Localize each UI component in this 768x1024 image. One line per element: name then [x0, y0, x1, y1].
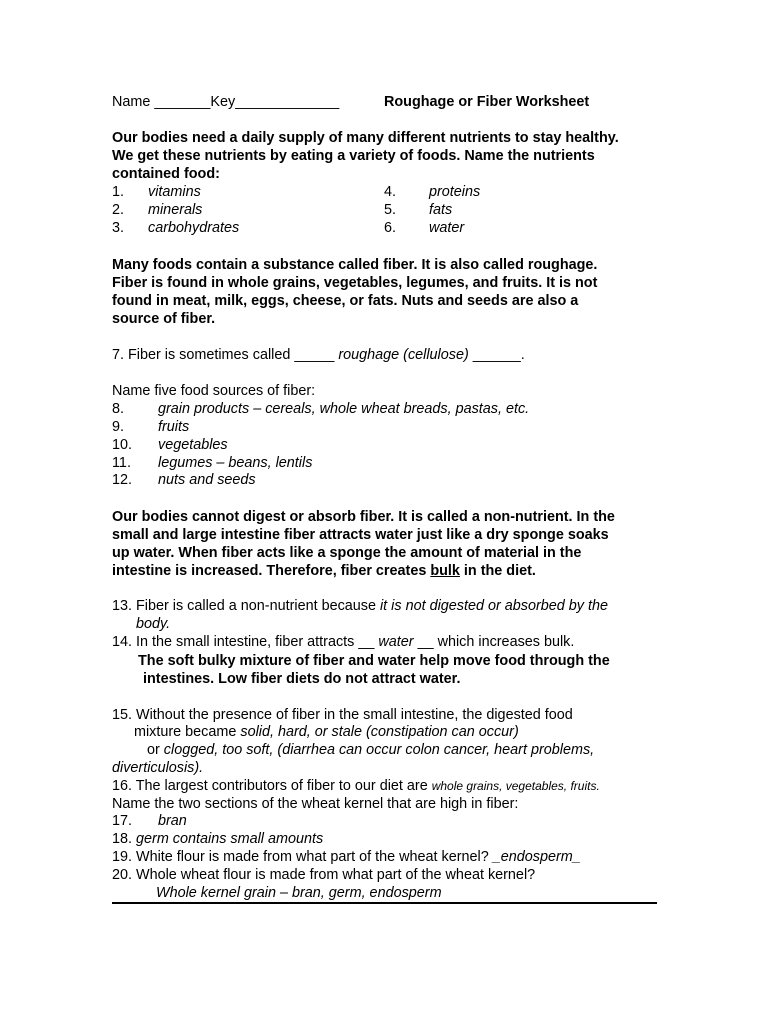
digest-para-line-3: up water. When fiber acts like a sponge the amount of material in the	[112, 545, 582, 561]
nutrient-answer: proteins	[429, 184, 481, 200]
question-7-prefix: 7. Fiber is sometimes called _____	[112, 347, 339, 363]
question-13-answer: it is not digested or absorbed by the	[379, 598, 608, 614]
nutrient-num: 6.	[384, 220, 397, 236]
source-num: 9.	[112, 419, 125, 435]
nutrient-answer: fats	[429, 202, 453, 218]
fiber-para-line-2: Fiber is found in whole grains, vegetables, legumes, and fruits. It is not	[112, 275, 598, 291]
source-num: 10.	[112, 437, 133, 453]
source-answer: vegetables	[158, 437, 228, 453]
question-7-suffix: ______.	[468, 347, 525, 363]
question-15-prefix: mixture became	[134, 724, 241, 740]
digest-para-line-4	[112, 562, 536, 580]
question-19-prefix: 19. White flour is made from what part of the wheat kernel?	[112, 849, 493, 865]
question-16-answer: whole grains, vegetables, fruits.	[431, 779, 600, 793]
question-13	[112, 597, 608, 615]
question-14	[112, 633, 574, 651]
question-13-prefix: 13. Fiber is called a non-nutrient because	[112, 598, 380, 614]
question-15-answer-2: clogged, too soft, (diarrhea can occur colon cancer, heart problems,	[163, 742, 595, 758]
question-7	[112, 346, 525, 364]
worksheet-title: Roughage or Fiber Worksheet	[384, 94, 590, 110]
question-17-num: 17.	[112, 813, 133, 829]
question-15-answer-3: diverticulosis).	[112, 760, 204, 776]
digest-para-line-1: Our bodies cannot digest or absorb fiber. It is called a non-nutrient. In the	[112, 509, 615, 525]
question-13-answer-cont: body.	[136, 616, 171, 632]
question-14-suffix: __ which increases bulk.	[413, 634, 575, 650]
question-17-answer: bran	[158, 813, 187, 829]
question-18-answer: germ contains small amounts	[136, 831, 324, 847]
nutrient-answer: carbohydrates	[148, 220, 240, 236]
intro-line-1: Our bodies need a daily supply of many different nutrients to stay healthy.	[112, 130, 619, 146]
source-answer: grain products – cereals, whole wheat breads, pastas, etc.	[158, 401, 530, 417]
nutrient-num: 2.	[112, 202, 125, 218]
sources-heading: Name five food sources of fiber:	[112, 383, 316, 399]
question-20-answer: Whole kernel grain – bran, germ, endosperm	[156, 885, 442, 901]
digest-para-line-2: small and large intestine fiber attracts water just like a dry sponge soaks	[112, 527, 609, 543]
fiber-para-line-4: source of fiber.	[112, 311, 216, 327]
question-15-line-2	[134, 723, 519, 741]
digest-para-text: intestine is increased. Therefore, fiber creates	[112, 563, 431, 579]
nutrient-answer: water	[429, 220, 465, 236]
question-16-prefix: 16. The largest contributors of fiber to our diet are	[112, 778, 432, 794]
question-7-answer: roughage (cellulose)	[338, 347, 469, 363]
nutrient-num: 1.	[112, 184, 125, 200]
intro-line-3: contained food:	[112, 166, 220, 182]
question-15: 15. Without the presence of fiber in the small intestine, the digested food	[112, 707, 573, 723]
question-20: 20. Whole wheat flour is made from what part of the wheat kernel?	[112, 867, 536, 883]
bottom-divider	[112, 902, 657, 904]
source-num: 8.	[112, 401, 125, 417]
question-19-answer: _endosperm_	[492, 849, 581, 865]
bulk-keyword: bulk	[430, 563, 460, 579]
bulky-para-line-1: The soft bulky mixture of fiber and water help move food through the	[138, 653, 610, 669]
nutrient-num: 4.	[384, 184, 397, 200]
bulky-para-line-2: intestines. Low fiber diets do not attract water.	[143, 671, 461, 687]
question-18-num: 18.	[112, 831, 137, 847]
question-16	[112, 777, 600, 795]
question-18	[112, 830, 323, 848]
wheat-heading: Name the two sections of the wheat kernel that are high in fiber:	[112, 796, 519, 812]
question-15-answer: solid, hard, or stale (constipation can occur)	[240, 724, 519, 740]
question-15-line-3	[147, 741, 594, 759]
source-answer: legumes – beans, lentils	[158, 455, 313, 471]
nutrient-answer: vitamins	[148, 184, 201, 200]
question-15-or: or	[147, 742, 164, 758]
source-answer: nuts and seeds	[158, 472, 256, 488]
nutrient-answer: minerals	[148, 202, 203, 218]
nutrient-num: 5.	[384, 202, 397, 218]
digest-para-text: in the diet.	[459, 563, 536, 579]
source-answer: fruits	[158, 419, 190, 435]
question-19	[112, 848, 581, 866]
fiber-para-line-1: Many foods contain a substance called fiber. It is also called roughage.	[112, 257, 598, 273]
question-14-answer: water	[378, 634, 414, 650]
source-num: 12.	[112, 472, 133, 488]
question-14-prefix: 14. In the small intestine, fiber attracts __	[112, 634, 379, 650]
fiber-para-line-3: found in meat, milk, eggs, cheese, or fats. Nuts and seeds are also a	[112, 293, 579, 309]
name-line: Name _______Key_____________	[112, 94, 340, 110]
source-num: 11.	[112, 455, 131, 471]
nutrient-num: 3.	[112, 220, 125, 236]
intro-line-2: We get these nutrients by eating a variety of foods. Name the nutrients	[112, 148, 595, 164]
